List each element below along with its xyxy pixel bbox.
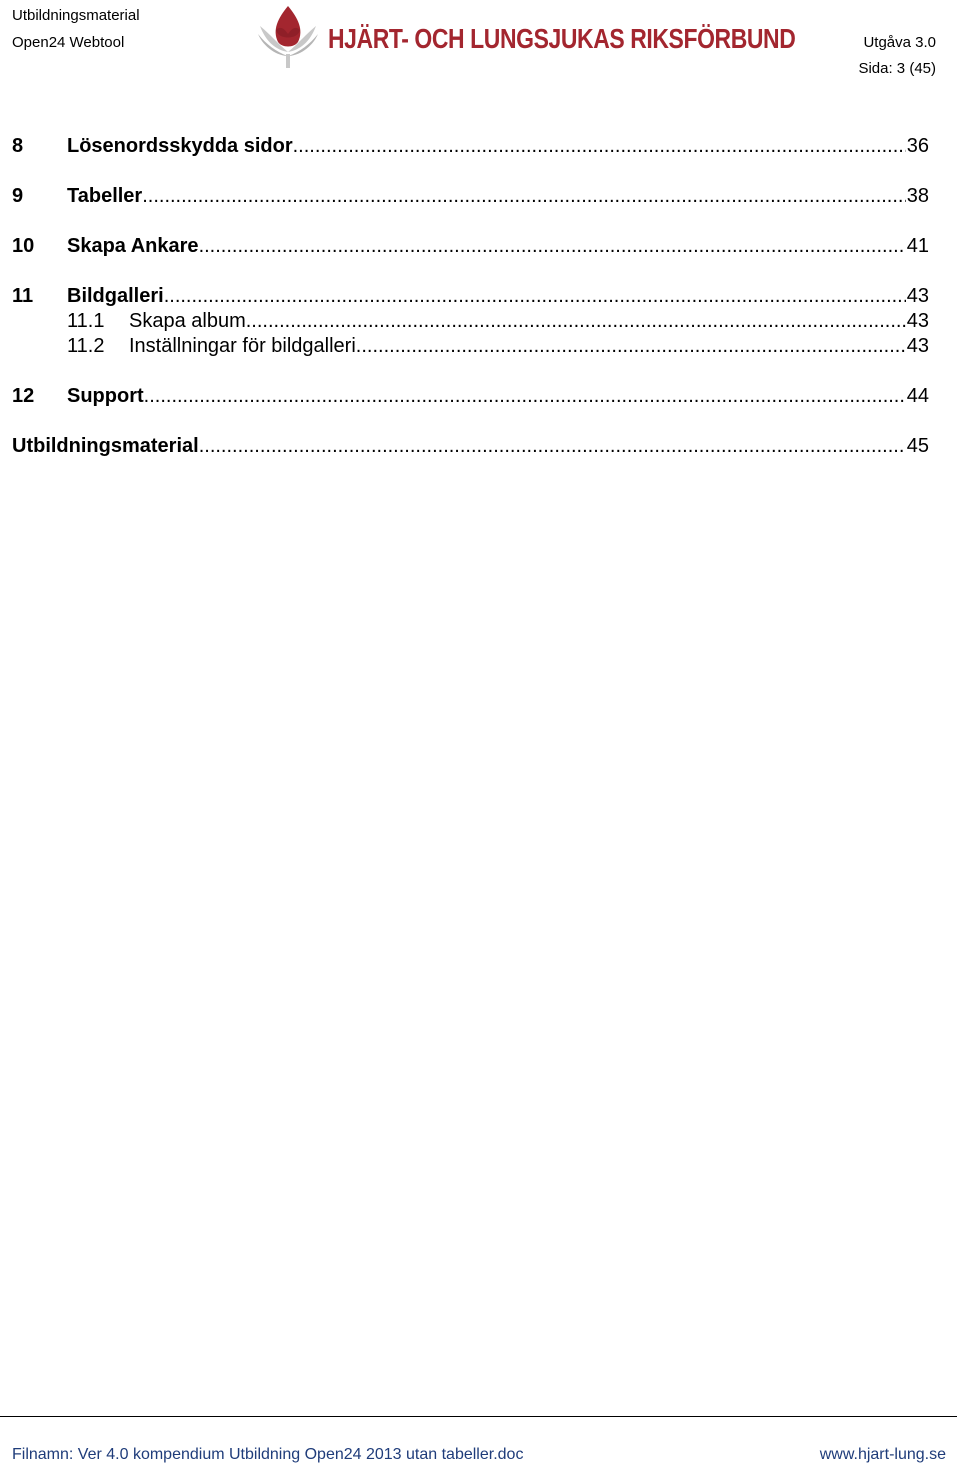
toc-leader-dots <box>144 384 906 409</box>
toc-entry-number: 11 <box>12 285 34 307</box>
header-doc-type: Utbildningsmaterial <box>12 7 140 24</box>
toc-entry-number: 12 <box>12 385 35 407</box>
toc-entry[interactable] <box>12 184 929 209</box>
toc-leader-dots <box>164 284 906 309</box>
toc-entry-title: Skapa album <box>129 310 246 332</box>
toc-entry-page: 43 <box>906 310 929 332</box>
toc-subentry[interactable] <box>12 309 929 334</box>
toc-subentry[interactable] <box>12 334 929 359</box>
toc-entry-title: Tabeller <box>67 185 143 207</box>
toc-entry-title: Support <box>67 385 144 407</box>
toc-entry-title: Bildgalleri <box>67 285 164 307</box>
toc-entry-page: 41 <box>906 235 929 257</box>
footer-divider <box>0 1416 957 1417</box>
toc-leader-dots <box>356 334 906 359</box>
toc-entry[interactable] <box>12 284 929 309</box>
toc-entry-number: 11.1 <box>67 310 105 332</box>
toc-entry[interactable] <box>12 384 929 409</box>
header-right <box>858 33 936 85</box>
logo-text: HJÄRT- OCH LUNGSJUKAS RIKSFÖRBUND <box>328 23 796 54</box>
toc-entry-page: 43 <box>906 285 929 307</box>
toc-entry-page: 44 <box>906 385 929 407</box>
toc-entry-number: 9 <box>12 185 24 207</box>
toc-entry-number: 10 <box>12 235 35 257</box>
organization-logo <box>256 4 898 70</box>
toc-entry-title: Utbildningsmaterial <box>12 435 199 457</box>
toc-leader-dots <box>142 184 906 209</box>
toc-entry-title: Skapa Ankare <box>67 235 199 257</box>
footer-filename: Filnamn: Ver 4.0 kompendium Utbildning Open24 2013 utan tabeller.doc <box>12 1446 524 1463</box>
footer-website-link[interactable]: www.hjart-lung.se <box>819 1446 946 1463</box>
toc-entry-number: 11.2 <box>67 335 105 357</box>
toc-entry[interactable] <box>12 434 929 459</box>
toc-entry-page: 36 <box>906 135 929 157</box>
tulip-logo-icon <box>256 4 320 70</box>
toc-entry-title: Lösenordsskydda sidor <box>67 135 293 157</box>
page-indicator: Sida: 3 (45) <box>858 60 936 77</box>
toc-entry[interactable] <box>12 234 929 259</box>
toc-leader-dots <box>293 134 906 159</box>
toc-entry-page: 43 <box>906 335 929 357</box>
header-left <box>12 6 140 60</box>
table-of-contents <box>12 134 929 459</box>
header-product: Open24 Webtool <box>12 34 125 51</box>
toc-leader-dots <box>199 434 906 459</box>
edition-label: Utgåva 3.0 <box>863 34 936 51</box>
toc-leader-dots <box>199 234 906 259</box>
toc-entry-number: 8 <box>12 135 24 157</box>
toc-entry[interactable] <box>12 134 929 159</box>
toc-leader-dots <box>246 309 906 334</box>
toc-entry-page: 38 <box>906 185 929 207</box>
toc-entry-title: Inställningar för bildgalleri <box>129 335 356 357</box>
toc-entry-page: 45 <box>906 435 929 457</box>
